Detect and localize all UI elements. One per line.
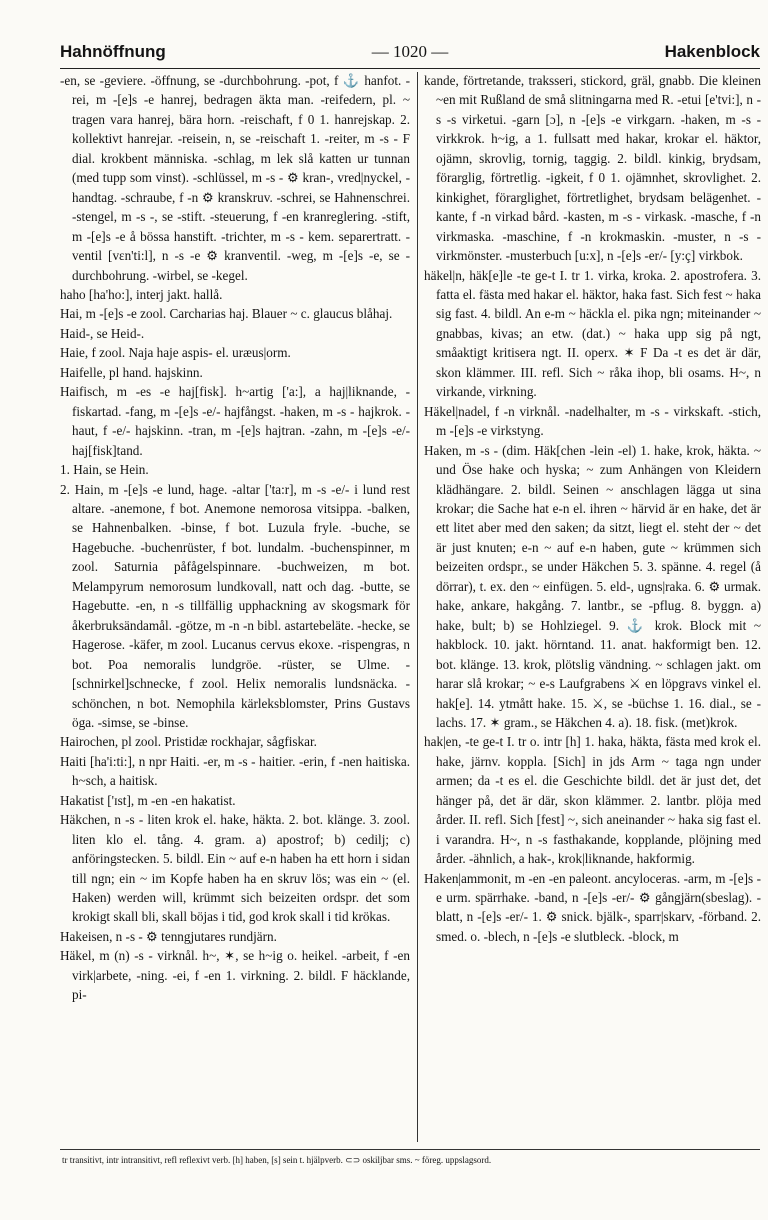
dictionary-entry: Haid-, se Heid-. <box>60 325 145 341</box>
header-rule <box>60 68 760 69</box>
page-number: — 1020 — <box>371 42 449 61</box>
dictionary-entry: Häkchen, n -s - liten krok el. hake, häkta. 2. bot. klänge. 3. zool. liten klo el. tång. 4. gram. a) apostrof; b) cedilj; c) anföringstecken. 5. bildl. Ein ~ auf e-n haben ha ett horn i sidan till ngn; ein ~ im Kopfe haben ha en skruv lös; was ein ~ (el. Haken) werden will, krümmt sich beizeiten ordspr. det som krokigt skall bli, skall böjas i tid, god krok skall i tid krökas. <box>60 812 410 925</box>
dictionary-entry: 2. Hain, m -[e]s -e lund, hage. -altar ['ta:r], m -s -e/- i lund rest altare. -anemone, f bot. Anemone nemorosa vitsippa. -balken, se Hahnenbalken. -binse, f bot. Luzula fryle. -buche, se Hagebuche. -buchenrüster, f bot. lundalm. -buchenspinner, m zool. Saturnia påfågelspinnare. -buchweizen, m bot. Melampyrum nemorosum lundkovall, natt och dag. -butte, se Hagebutte. -en, n -s tillfällig upphackning av skogsmark för åkerbruksändamål. -götze, m -n -n bibl. astartebeläte. -hecke, se Hagerose. -käfer, m zool. Lucanus cervus ekoxe. -rispengras, n bot. Poa nemoralis lundgröe. -rüster, se Ulme. -[schnirkel]schnecke, f zool. Helix nemoralis lundsnäcka. -schönchen, n bot. Nemophila kärleksblomster, Prins Gustavs öga. -simse, se -binse. <box>60 481 410 730</box>
dictionary-entry: Haken|ammonit, m -en -en paleont. ancyloceras. -arm, m -[e]s -e urm. spärrhake. -band, n -[e]s -er/- ⚙ gångjärn(sbeslag). -blatt, n -[e]s -er/- 1. ⚙ snick. bjälk-, sparr|skarv, -förband. 2. smed. o. -blech, n -[e]s -e slutbleck. -block, m <box>424 870 761 944</box>
dictionary-entry: Häkel, m (n) -s - virknål. h~, ✶, se h~ig o. heikel. -arbeit, f -en virk|arbete, -ning. -ei, f -en 1. virkning. 2. bildl. F häcklande, pi- <box>60 948 410 1003</box>
header-last-headword: Hakenblock <box>664 42 760 61</box>
dictionary-entry: Haken, m -s - (dim. Häk[chen -lein -el) 1. hake, krok, häkta. ~ und Öse hake och hyska; ~ zum Anhängen von Kleidern klädhängare. 2. bildl. Seinen ~ anschlagen lägga ut sina krokar; die Sache hat e-n el. ihren ~ härvid är en hake, det är ett litet aber med den saken; da sitzt, liegt el. steht der ~ det är just knuten; e-n ~ auf e-n haben, gute ~ krümmen sich beizeiten ordspr., se under Häkchen 5. 3. spänne. 4. regel (å dörrar), t. ex. den ~ einfügen. 5. eld-, ugns|raka. 6. ⚙ urmak. hake, ankare, hakgång. 7. lantbr., se -pflug. 8. byggn. a) hake, bult; b) se Hohlziegel. 9. ⚓ krok. Block mit ~ hakblock. 10. jakt. hörntand. 11. anat. hakformigt ben. 12. bot. klänge. 13. krok, plötslig vändning. ~ schlagen jakt. om harar slå krokar; ~ e-s Laufgrabens ⚔ en löpgravs vinkel el. hak[e]. 14. ytmått hake. 15. ⚔, se -büchse 1. 16. dial., se -lachs. 17. ✶ gram., se Häkchen 4. a). 18. fisk. (met)krok. <box>424 442 761 730</box>
dictionary-entry: Haifelle, pl hand. hajskinn. <box>60 364 203 380</box>
dictionary-entry: 1. Hain, se Hein. <box>60 462 149 478</box>
dictionary-entry: Hai, m -[e]s -e zool. Carcharias haj. Blauer ~ c. glaucus blåhaj. <box>60 306 393 322</box>
dictionary-entry: Hairochen, pl zool. Pristidæ rockhajar, sågfiskar. <box>60 734 317 750</box>
dictionary-entry: häkel|n, häk[e]le -te ge-t I. tr 1. virka, kroka. 2. apostrofera. 3. fatta el. fästa med hakar el. häktor, haka fast. Sich fest ~ haka sig fast. 4. bildl. An e-m ~ häckla el. pika ngn; miteinander ~ gnabbas, kivas; an etw. (dat.) ~ haka upp sig på ngt, småaktigt kritisera ngt. II. operx. ✶ F Da -t es det är där, skon klämmer. III. refl. Sich ~ råka ihop, bli osams. H~, n virkande, virkning. <box>424 267 761 400</box>
footer-rule <box>60 1149 760 1150</box>
right-column <box>424 71 761 946</box>
dictionary-entry: Haifisch, m -es -e haj[fisk]. h~artig ['a:], a haj|liknande, -fiskartad. -fang, m -[e]s -e/- hajfångst. -haken, m -s - hajkrok. -haut, f -e/- hajskinn. -tran, m -[e]s hajtran. -zahn, m -[e]s -e/- haj[fisk]tand. <box>60 384 410 458</box>
column-separator <box>417 72 418 1142</box>
dictionary-entry: haho [ha'ho:], interj jakt. hallå. <box>60 286 223 302</box>
dictionary-entry: Haie, f zool. Naja haje aspis- el. uræus|orm. <box>60 345 291 361</box>
dictionary-entry: Haiti [ha'i:ti:], n npr Haiti. -er, m -s - haitier. -erin, f -nen haitiska. h~sch, a haitisk. <box>60 753 410 789</box>
dictionary-entry: Häkel|nadel, f -n virknål. -nadelhalter, m -s - virkskaft. -stich, m -[e]s -e virkstyng. <box>424 403 761 439</box>
dictionary-entry: Hakatist ['ɪst], m -en -en hakatist. <box>60 792 236 808</box>
header-first-headword: Hahnöffnung <box>60 42 166 61</box>
page-header <box>60 42 760 68</box>
dictionary-entry: Hakeisen, n -s - ⚙ tenngjutares rundjärn. <box>60 928 277 944</box>
abbreviation-key: tr transitivt, intr intransitivt, refl reflexivt verb. [h] haben, [s] sein t. hjälpverb. ⊂⊃ oskiljbar sms. ~ föreg. uppslagsord. <box>62 1155 492 1165</box>
dictionary-entry: -en, se -geviere. -öffnung, se -durchbohrung. -pot, f ⚓ hanfot. -rei, m -[e]s -e hanrej, bedragen äkta man. -reifedern, pl. ~ tragen vara hanrej, bära horn. -reischaft, f 0 1. hanrejskap. 2. kollektivt hanrejar. -reisein, n, se -reischaft 1. -reiter, m -s - F dial. krokbent människa. -schlag, m lek slå katten ur tunnan (med tupp som vinst). -schlüssel, m -s - ⚙ kran-, vred|nyckel, -handtag. -schraube, f -n ⚙ kranskruv. -schrei, se Hahnenschrei. -stengel, m -s -, se -stift. -steuerung, f -en kranreglering. -stift, m -[e]s -e å bössa hanstift. -trichter, m -s - kem. separertratt. -ventil [vɛn'ti:l], n -s -e ⚙ kranventil. -weg, m -[e]s -e, se -durchbohrung. -wirbel, se -kegel. <box>60 73 410 283</box>
dictionary-entry: hak|en, -te ge-t I. tr o. intr [h] 1. haka, häkta, fästa med krok el. hake, järnv. koppla. [Sich] in jds Arm ~ taga ngn under armen; da -t es el. die Geschichte bildl. det är just det, det hänger på, det är där, skon klämmer. 2. lantbr. plöja med årder. II. refl. Sich [fest] ~, sich aneinander ~ haka sig fast el. i varandra. H~, n -s fasthakande, kopplande, plöjning med årder. -ähnlich, a hak-, krok|liknande, hakformig. <box>424 734 761 867</box>
dictionary-entry: kande, förtretande, traksseri, stickord, gräl, gnabb. Die kleinen ~en mit Rußland de små slitningarna med R. -etui [e'tvi:], n -s -s virketui. -garn [ɔ], n -[e]s -e virkgarn. -haken, m -s - virkkrok. h~ig, a 1. fullsatt med hakar, krokar el. häktor, ojämn, skrovlig, tornig, taggig. 2. bildl. kinkig, brydsam, förarglig, förtretlig. -igkeit, f 0 1. ojämnhet, skrovlighet. 2. kinkighet, förarglighet, förtretlighet, brydsam belägenhet. -kante, f -n virkad bård. -kasten, m -s - virkask. -masche, f -n virkmaska. -maschine, f -n krokmaskin. -muster, n -s - virkmönster. -musterbuch [u:x], n -[e]s -er/- [y:ç] virkbok. <box>424 73 761 264</box>
left-column <box>60 71 410 1005</box>
